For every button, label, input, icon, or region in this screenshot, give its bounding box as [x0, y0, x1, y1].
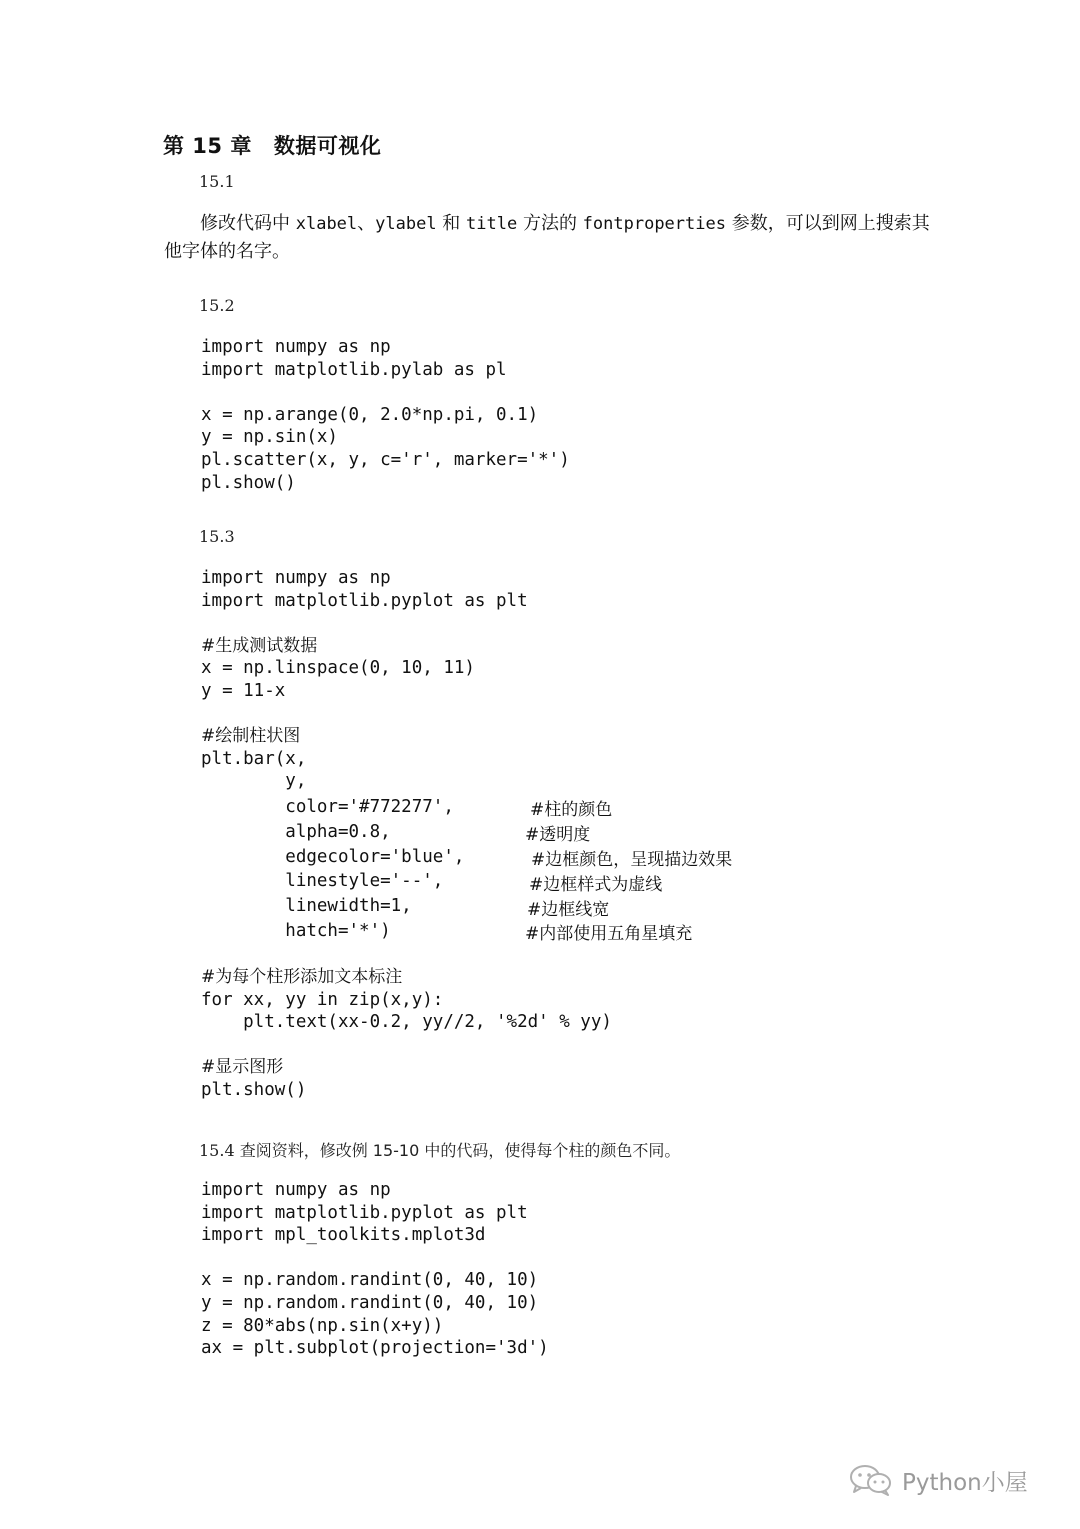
code-block-15-3-b [201, 966, 612, 1102]
code-comment: #内部使用五角星填充 [525, 924, 693, 944]
code-comment: #透明度 [525, 825, 591, 845]
code-line: z = 80*abs(np.sin(x+y)) [201, 1315, 444, 1336]
chapter-number: 第 15 章 [163, 134, 252, 158]
code-line: ax = plt.subplot(projection='3d') [201, 1338, 549, 1359]
code-line [201, 612, 528, 635]
code-line: pl.scatter(x, y, c='r', marker='*') [201, 449, 570, 470]
code-comment: #为每个柱形添加文本标注 [201, 967, 403, 987]
code-line: x = np.linspace(0, 10, 11) [201, 658, 475, 679]
section-15-2-heading: 15.2 [199, 296, 235, 315]
section-15-1-text: 修改代码中 xlabel、ylabel 和 title 方法的 fontproperties 参数，可以到网上搜索其他字体的名字。 [164, 213, 930, 262]
code-comment: #显示图形 [201, 1057, 284, 1078]
code-comment: #柱的颜色 [530, 800, 613, 820]
watermark-text: Python小屋 [902, 1469, 1028, 1496]
section-15-4-heading: 15.4 查阅资料，修改例 15-10 中的代码，使得每个柱的颜色不同。 [199, 1141, 681, 1160]
code-block-15-4 [201, 1179, 549, 1360]
code-line: hatch='*') [201, 920, 391, 941]
code-comment: #生成测试数据 [201, 635, 318, 656]
code-line: linestyle='--', [201, 871, 444, 892]
code-comment: #绘制柱状图 [201, 726, 301, 747]
watermark [848, 1462, 1028, 1498]
code-line: import mpl_toolkits.mplot3d [201, 1225, 486, 1246]
code-line: y = np.random.randint(0, 40, 10) [201, 1292, 539, 1313]
code-block-bar-args [201, 795, 464, 944]
code-line: import matplotlib.pyplot as plt [201, 1202, 528, 1223]
code-line: pl.show() [201, 472, 296, 493]
code-line: alpha=0.8, [201, 821, 391, 842]
code-line: y = 11-x [201, 680, 286, 701]
code-line: plt.show() [201, 1079, 307, 1100]
code-line: y = np.sin(x) [201, 427, 338, 448]
wechat-icon [848, 1464, 894, 1496]
code-line: import numpy as np [201, 568, 391, 588]
code-line: linewidth=1, [201, 896, 412, 917]
code-comment: #边框颜色，呈现描边效果 [531, 850, 733, 870]
code-line [201, 1247, 549, 1270]
code-line [201, 703, 528, 726]
code-line [201, 1034, 612, 1057]
code-line: x = np.random.randint(0, 40, 10) [201, 1270, 539, 1291]
code-line: color='#772277', [201, 797, 454, 817]
code-line: import matplotlib.pyplot as plt [201, 590, 528, 611]
code-block-15-2 [201, 336, 570, 494]
chapter-title: 数据可视化 [273, 134, 382, 158]
code-line: y, [201, 771, 307, 792]
code-line: plt.bar(x, [201, 748, 307, 769]
code-line: for xx, yy in zip(x,y): [201, 989, 444, 1010]
code-line: x = np.arange(0, 2.0*np.pi, 0.1) [201, 404, 539, 425]
code-line: import numpy as np [201, 337, 391, 357]
code-line: import numpy as np [201, 1180, 391, 1200]
code-line [201, 381, 570, 404]
code-line: edgecolor='blue', [201, 846, 465, 867]
section-15-3-heading: 15.3 [199, 527, 235, 546]
code-block-15-3-a [201, 567, 528, 793]
code-line: import matplotlib.pylab as pl [201, 359, 507, 380]
chapter-heading [163, 130, 381, 160]
code-line: plt.text(xx-0.2, yy//2, '%2d' % yy) [201, 1012, 612, 1033]
code-comment: #边框样式为虚线 [529, 875, 663, 895]
section-15-1-heading: 15.1 [199, 172, 235, 191]
code-comment: #边框线宽 [527, 900, 610, 920]
